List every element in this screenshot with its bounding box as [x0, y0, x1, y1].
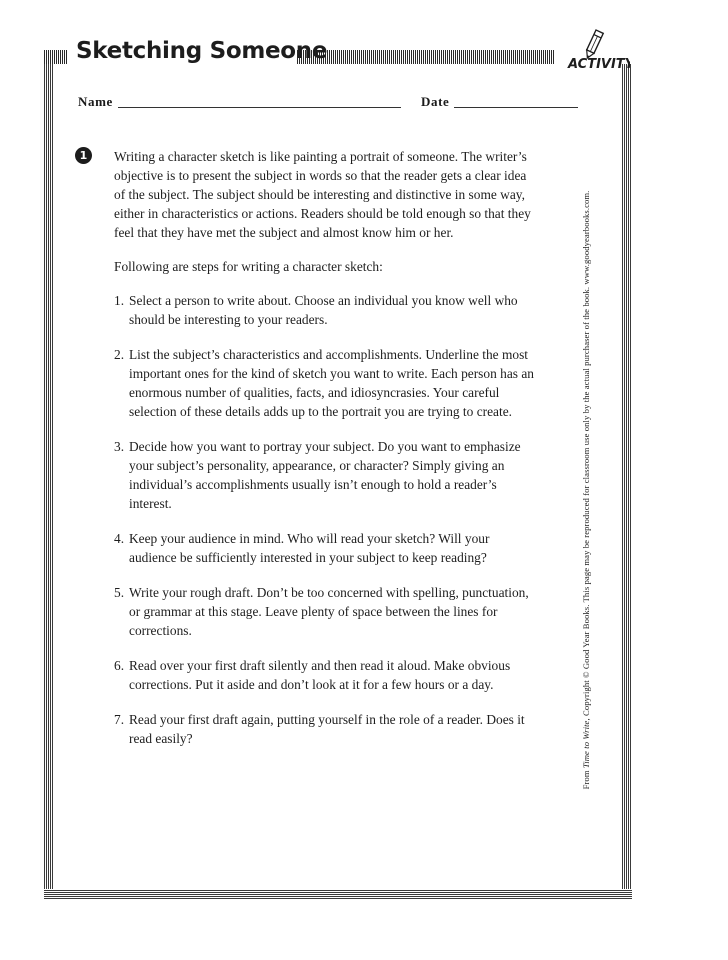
step-text: Read over your first draft silently and then read it aloud. Make obvious corrections. Put it aside and don’t look at it for a few hours or a day. — [129, 658, 511, 692]
date-field[interactable] — [454, 107, 578, 108]
name-field[interactable] — [118, 107, 401, 108]
book-title: Time to Write — [581, 720, 591, 769]
list-item — [114, 437, 534, 513]
step-text: Keep your audience in mind. Who will read your sketch? Will your audience be sufficiently interested in your subject to keep reading? — [129, 531, 490, 565]
date-label: Date — [421, 94, 450, 109]
list-item — [114, 291, 534, 329]
step-number: 6. — [114, 658, 125, 673]
step-number: 4. — [114, 531, 125, 546]
list-item — [114, 529, 534, 567]
step-number: 2. — [114, 347, 125, 362]
step-number: 7. — [114, 712, 125, 727]
left-border — [44, 64, 54, 899]
step-text: Decide how you want to portray your subject. Do you want to emphasize your subject’s personality, appearance, or character? Simply giving an individual’s accomplishments usually isn’t enough to hold a reader’s interest. — [129, 439, 521, 511]
step-text: Write your rough draft. Don’t be too concerned with spelling, punctuation, or grammar at this stage. Leave plenty of space between the lines for corrections. — [129, 585, 529, 638]
copyright-notice — [581, 160, 591, 820]
step-number: 1. — [114, 293, 125, 308]
section-number-badge: 1 — [75, 147, 92, 164]
title-bar-left — [44, 50, 68, 64]
steps-lead: Following are steps for writing a character sketch: — [114, 259, 383, 274]
step-number: 5. — [114, 585, 125, 600]
list-item — [114, 710, 534, 748]
right-border — [622, 64, 632, 899]
pencil-icon — [566, 28, 630, 72]
copyright-suffix: , Copyright © Good Year Books. This page may be reproduced for classroom use only by the actual purchaser of the book. www.goodyearbooks.com. — [581, 190, 591, 721]
list-item — [114, 583, 534, 640]
steps-list — [114, 291, 534, 748]
name-label: Name — [78, 94, 113, 109]
step-text: List the subject’s characteristics and accomplishments. Underline the most important ones for the kind of sketch you want to write. Each person has an enormous number of qualities, facts, and idiosyncrasies. Your careful selection of these details adds up to the portrait you are trying to create. — [129, 347, 534, 419]
intro-paragraph: Writing a character sketch is like painting a portrait of someone. The writer’s objective is to present the subject in words so that the reader gets a clear idea of the subject. The subject should be interesting and distinctive in some way, either in characteristics or actions. Readers should be told enough so that they feel that they have met the subject and almost know him or her. — [114, 149, 531, 240]
list-item — [114, 345, 534, 421]
step-text: Select a person to write about. Choose an individual you know well who should be interesting to your readers. — [129, 293, 518, 327]
step-number: 3. — [114, 439, 125, 454]
step-text: Read your first draft again, putting yourself in the role of a reader. Does it read easily? — [129, 712, 525, 746]
title-bar-right — [297, 50, 555, 64]
activity-badge — [566, 28, 630, 72]
bottom-border — [44, 889, 632, 899]
page-title: Sketching Someone — [76, 38, 328, 64]
copyright-prefix: From — [581, 768, 591, 790]
worksheet-body — [114, 147, 534, 764]
activity-label: ACTIVITY — [568, 57, 630, 72]
list-item — [114, 656, 534, 694]
